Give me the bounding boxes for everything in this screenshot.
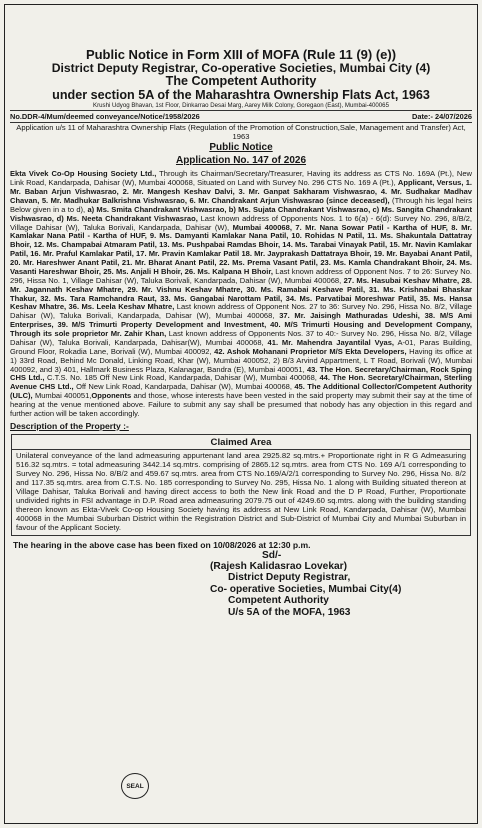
signature-sd: Sd/-	[262, 549, 282, 561]
authority-heading: The Competent Authority	[165, 74, 317, 89]
property-description-heading: Description of the Property :-	[10, 420, 129, 431]
seal-stamp: SEAL	[121, 773, 149, 799]
public-notice	[4, 4, 478, 824]
signatory-name: (Rajesh Kalidasrao Lovekar)	[210, 560, 348, 572]
claimed-area-title: Claimed Area	[12, 435, 470, 450]
reference-date: Date:- 24/07/2026	[412, 112, 472, 122]
application-number: Application No. 147 of 2026	[175, 154, 307, 166]
notice-form-heading: Public Notice in Form XIII of MOFA (Rule 11 (9) (e))	[85, 47, 397, 62]
signatory-authority: Competent Authority	[228, 595, 329, 607]
reference-row	[10, 110, 472, 123]
claimed-area-box	[11, 434, 471, 536]
reference-number: No.DDR-4/Mum/deemed conveyance/Notice/1958/2026	[10, 112, 200, 122]
notice-body: Ekta Vivek Co-Op Housing Society Ltd., Through its Chairman/Secretary/Treasurer, Having its address as CTS No. 169A (Pt.), New Link Road, Kandarpada, Dahisar (W), Mumbai 400068, Situated on Land with Survey No. 296 CTS No. 169 A (Pt.), Applicant, Versus, 1. Mr. Baban Arjun Vishwasrao, 2. Mr. Mangesh Keshav Dalvi, 3. Mr. Ganpat Sakharam Vishwasrao, 4. Mr. Sudhakar Madhav Chavan, 5. Mr. Madhukar Balkrishna Vishwasrao, 6. Mr. Chandrakant Arjun Vishwasrao (since deceased), (Through his legal heirs Below given in a to d), a) Ms. Smita Chandrakant Vishwasrao, b) Ms. Sujata Chandrakant Vishwasrao, c) Ms. Sangita Chandrakant Vishwasrao, d) Ms. Neeta Chandrakant Vishwasrao, Last known address of Opponents Nos. 1 to 6(a) - 6(d): Survey No. 296, 8/B/2, Village Dahisar (W), Taluka Borivali, Kandarpada, Dahisar (W), Mumbai 400068, 7. Mr. Nana Sowar Patil - Kartha of HUF, 8. Mr. Kamlakar Nana Patil - Kartha of HUF, 9. Ms. Damyanti Kamlakar Nana Patil, 10. Rohidas N Patil, 11. Ms. Shakuntala Dattatray Bhoir, 12. Ms. Champabai Atmaram Patil, 13. Ms. Pushpabai Ramdas Bhoir, 14. Ms. Tarabai Vinayak Patil, 15. Mr. Navin Kamlakar Patil, 16. Mr. Praful Kamlakar Patil, 17. Mr. Pravin Kamlakar Patil 18. Mr. Jayprakash Dattatraya Bhoir, 19. Mr. Bayabai Anant Patil, 20. Mr. Hareshwer Anant Patil, 21. Mr. Bharat Anant Patil, 22. Ms. Prema Vasant Patil, 23. Ms. Kamla Chandrakant Bhoir, 24. Ms. Vasanti Hareshwar Bhoir, 25. Ms. Anjali H Bhoir, 26. Ms. Kalpana H Bhoir, Last known address of Opponent Nos. 7 to 26: Survey No. 296, Hissa No. 1, Village Dahisar (W), Taluka Borivali, Kandarpada, Dahisar (W), Mumbai 400068, 27. Ms. Hasubai Keshav Mhatre, 28. Mr. Jagannath Keshav Mhatre, 29. Mr. Vishnu Keshav Mhatre, 30. Ms. Ramabai Keshave Patil, 31. Ms. Krishnabai Bhaskar Thakur, 32. Ms. Tara Ramchandra Raut, 33. Ms. Gangabai Narottam Patil, 34. Ms. Parvatibai Moreshwar Patil, 35. Ms. Hansa Keshav Mhatre, 36. Ms. Leela Keshav Mhatre, Last known address of Opponent Nos. 27 to 36: Survey No. 296, Hissa No. 8/2, Village Dahisar (W), Taluka Borivali, Kandarpada, Dahisar (W), Mumbai 400068, 37. Mr. Jaisingh Mathuradas Udeshi, 38. M/S Ami Enterprises, 39. M/S Trimurti Property Development and Investment, 40. M/S Trimurti Housing and Development Company, Through its sole proprietor Mr. Zahir Khan, Last known address of Opponents Nos. 37 to 40:- Survey No. 296, Hissa No. 8/2, Village Dahisar (W), Taluka Borivali, Kandarpada, Dahisar(W), Mumbai 400068, 41. Mr. Mahendra Jayantilal Vyas, A-01, Paras Building, Ground Floor, Rokadia Lane, Borivali (W), Mumbai 400092, 42. Ashok Mohanani Proprietor M/S Ekta Developers, Having its office at 1) 33rd Road, Behind Mc Donald, Linking Road, Khar (W), Mumbai 400052, 2) B/3 Arvind Appartment, L T Road, Borivali (W), Mumbai 400092, and 3) 401, Hallmark Business Plaza, Kalanagar, Bandra (E), Mumbai 400051, 43. The Hon. Secretary/Chairman, Rock Sping CHS Ltd., C.T.S. No. 185 Off New Link Road, Kandarpada, Dahisar (W), Mumbai 400068, 44. The Hon. Secretary/Chairman, Sterling Avenue CHS Ltd., Off New Link Road, Kandarpada, Dahisar (W), Mumbai 400068, 45. The Additional Collector/Competent Authority (ULC), Mumbai 400051,Opponents and those, whose interests have been vested in the said property may submit their say at the time of hearing at the venue mentioned above. Failure to submit any say shall be presumed that nobody has any objection in this regard and further action will be taken accordingly.	[10, 169, 473, 418]
signatory-office: Co- operative Societies, Mumbai City(4)	[210, 583, 402, 595]
act-heading: under section 5A of the Maharashtra Ownership Flats Act, 1963	[52, 87, 430, 102]
office-address: Krushi Udyog Bhavan, 1st Floor, Dinkarrao Desai Marg, Aarey Milk Colony, Goregaon (East), Mumbai-400065	[93, 102, 389, 110]
application-act-subheading: Application u/s 11 of Maharashtra Ownership Flats (Regulation of the Promotion of Construction,Sale, Management and Transfer) Act, 1963	[16, 123, 466, 142]
claimed-area-text: Unilateral conveyance of the land admeasuring appurtenant land area 2925.82 sq.mtrs.+ Proportionate right in R G Admeasuring 516.32 sq.mtrs. = total admeasuring 3442.14 sq.mtrs. comprising of 2865.12 sq.mtrs. area from CTS No. 169 A/1 corresponding to Survey No. 296, Hissa No. 8/B/2 and 459.67 sq.mtrs. area from CTS No.169/A/2/1 corresponding to Survey No. 296, Hissa No. 8/2 and 117.35 sq.mtrs. area from C.T.S. No. 185 corresponding to Survey No. 295, Hissa No. 1 along with Building situated thereon at Village Dahisar, Taluka Borivali and having direct access to both the New link Road and the D P Road, Further, Proportionate undivided rights in FSI advantage in D.P. Road area admeasuring 2079.75 out of 4249.60 sq.mtrs. along with the building standing thereon known as Ekta-Vivek Co-op Housing Society having its address at New Link Road, Kandarpada, Dahisar (W), Mumbai 400068 in the Mumbai Suburban District within the Registration District and Sub-District of Mumbai City and Mumbai Suburban in favour of the Applicant Society.	[16, 450, 466, 532]
hearing-date: The hearing in the above case has been fixed on 10/08/2026 at 12:30 p.m.	[13, 539, 311, 550]
signatory-section: U/s 5A of the MOFA, 1963	[228, 606, 351, 618]
signatory-designation: District Deputy Registrar,	[228, 572, 351, 584]
public-notice-title: Public Notice	[209, 142, 273, 154]
signature-block	[210, 550, 472, 619]
registrar-heading: District Deputy Registrar, Co-operative Societies, Mumbai City (4)	[51, 61, 431, 76]
